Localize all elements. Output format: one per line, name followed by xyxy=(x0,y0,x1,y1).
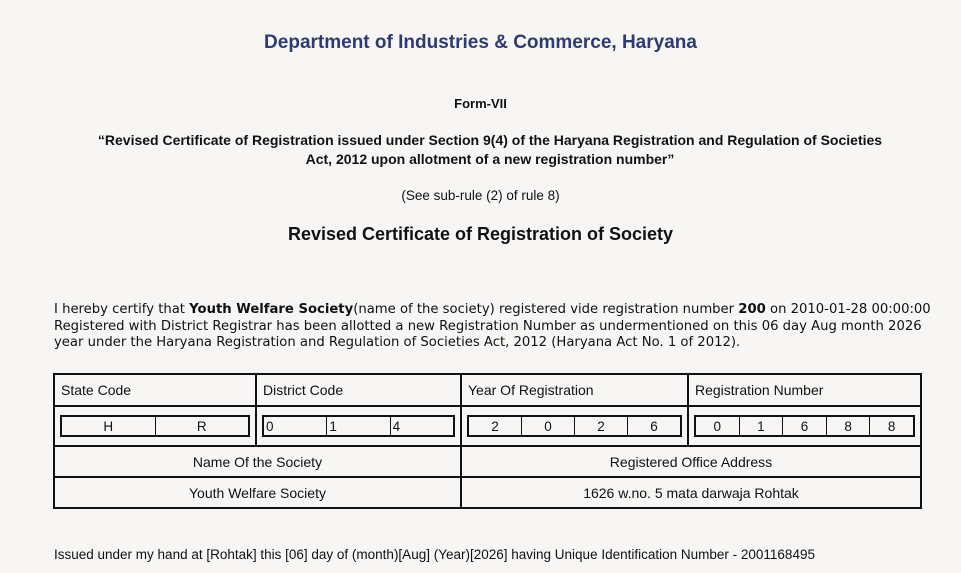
society-name-header: Name Of the Society xyxy=(54,446,461,477)
year-char: 0 xyxy=(521,417,574,435)
certificate-heading: Revised Certificate of Registration of Society xyxy=(287,224,674,244)
reg-number-char: 1 xyxy=(739,417,783,435)
reg-number-char: 0 xyxy=(713,418,722,434)
registration-number-cell xyxy=(688,406,921,446)
society-header-row xyxy=(54,446,921,477)
district-code-boxes xyxy=(262,415,455,437)
caption-line-2: Act, 2012 upon allotment of a new registration number” xyxy=(305,151,675,167)
society-name-value: Youth Welfare Society xyxy=(54,477,461,508)
reg-number-char: 8 xyxy=(826,417,870,435)
reg-number-char: 6 xyxy=(782,417,826,435)
year-boxes xyxy=(467,415,682,437)
certificate-caption xyxy=(40,131,940,169)
caption-line-1: “Revised Certificate of Registration issued under Section 9(4) of the Haryana Registration and Regulation of Societies xyxy=(97,132,883,148)
codes-header-row xyxy=(54,374,921,406)
cert-text-1: I hereby certify that xyxy=(54,302,190,317)
year-header: Year Of Registration xyxy=(461,374,688,406)
cert-text-3: on 2010-01-28 00:00:00 Registered with District Registrar has been allotted a new Registration Number as undermentioned on this 06 day Aug month 2026 year under the Haryana Registration and Regulation of Societies Act, 2012 (Haryana Act No. 1 of 2012). xyxy=(54,302,931,350)
year-char: 2 xyxy=(574,417,627,435)
district-code-char: 0 xyxy=(266,418,274,434)
state-code-char: H xyxy=(103,418,114,434)
year-char: 2 xyxy=(491,418,499,434)
codes-value-row xyxy=(54,406,921,446)
registration-codes-table xyxy=(53,373,922,509)
state-code-boxes xyxy=(60,415,250,437)
district-code-header: District Code xyxy=(256,374,461,406)
office-address-header: Registered Office Address xyxy=(461,446,921,477)
certification-paragraph xyxy=(54,302,934,352)
state-code-cell xyxy=(54,406,256,446)
office-address-value: 1626 w.no. 5 mata darwaja Rohtak xyxy=(461,477,921,508)
cert-text-2: (name of the society) registered vide registration number xyxy=(353,302,739,317)
registration-number-header: Registration Number xyxy=(688,374,921,406)
old-registration-number: 200 xyxy=(738,302,766,317)
district-code-char: 4 xyxy=(390,417,453,435)
form-number: Form-VII xyxy=(454,96,507,111)
reg-number-char: 8 xyxy=(869,417,913,435)
registration-number-boxes xyxy=(694,415,915,437)
sub-rule-note: (See sub-rule (2) of rule 8) xyxy=(401,188,560,203)
year-char: 6 xyxy=(627,417,680,435)
state-code-header: State Code xyxy=(54,374,256,406)
state-code-char: R xyxy=(155,417,249,435)
year-cell xyxy=(461,406,688,446)
department-title: Department of Industries & Commerce, Haryana xyxy=(264,32,697,53)
society-value-row xyxy=(54,477,921,508)
issued-statement: Issued under my hand at [Rohtak] this [06] day of (month)[Aug] (Year)[2026] having Unique Identification Number - 2001168495 xyxy=(54,547,815,562)
district-code-cell xyxy=(256,406,461,446)
society-name: Youth Welfare Society xyxy=(189,302,354,317)
district-code-char: 1 xyxy=(326,417,389,435)
